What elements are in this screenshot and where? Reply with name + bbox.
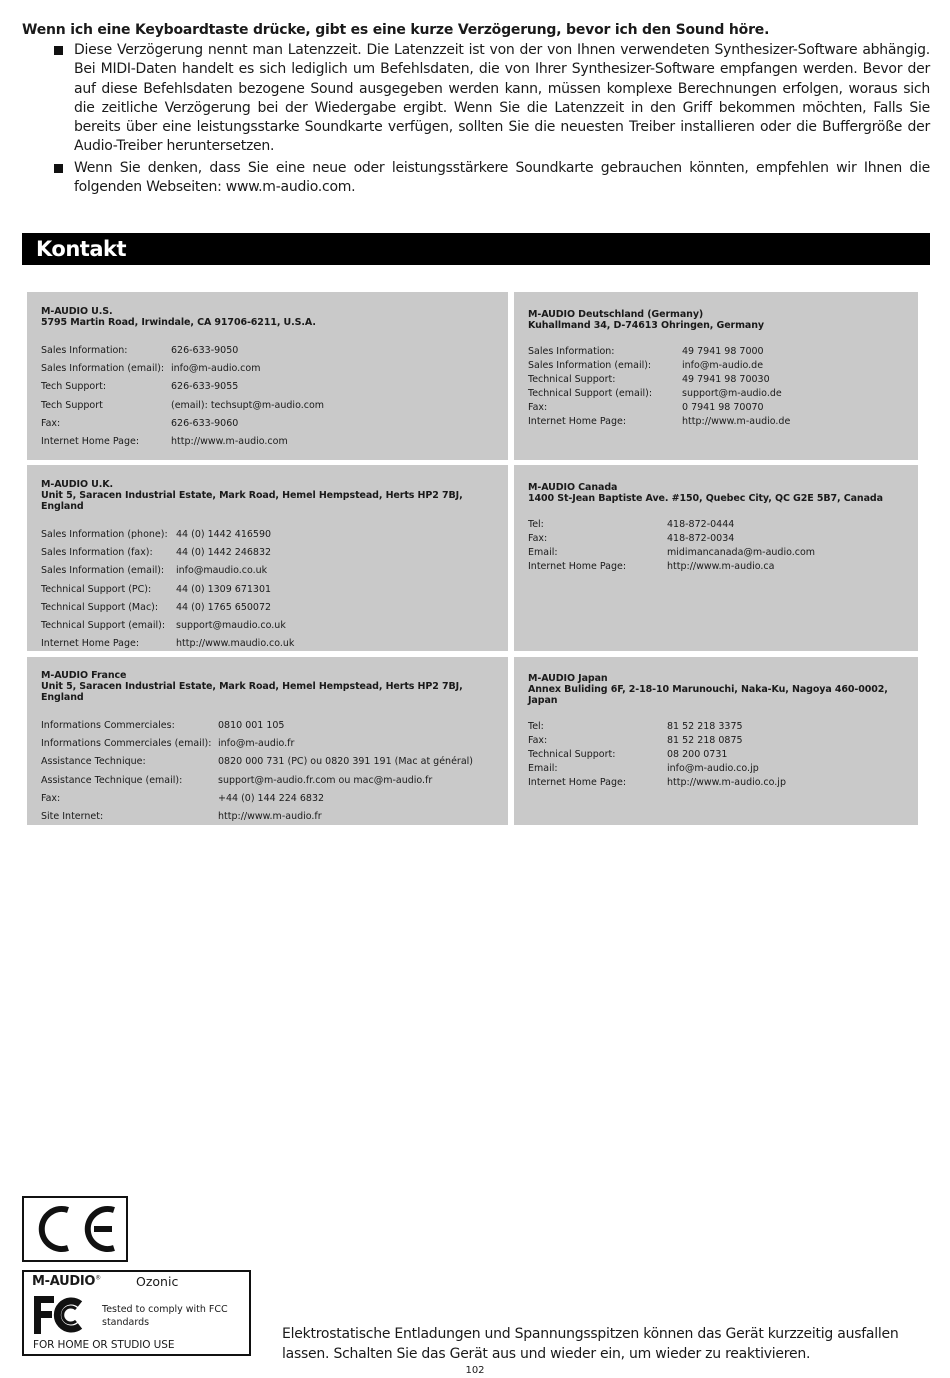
section-title-kontakt: Kontakt [22,233,930,265]
contact-value: 44 (0) 1309 671301 [176,583,272,595]
contact-label: Internet Home Page: [528,416,627,427]
brand-logo [32,1274,101,1289]
contact-address: 5795 Martin Road, Irwindale, CA 91706-6211, U.S.A. [41,317,316,328]
contact-row [528,762,918,776]
contact-value: info@m-audio.de [682,360,764,371]
contact-label: Internet Home Page: [528,561,627,572]
contact-address: 1400 St-Jean Baptiste Ave. #150, Quebec City, QC G2E 5B7, Canada [528,493,883,504]
faq-answer-item [22,159,930,198]
contact-row [528,401,918,415]
contact-row [41,599,508,617]
contact-details [528,720,918,790]
contact-row [528,359,918,373]
contact-value: 49 7941 98 7000 [682,346,764,357]
contact-label: Sales Information (phone): [41,529,168,540]
ce-mark [22,1196,128,1262]
ce-mark-icon [24,1198,126,1260]
contact-address: Unit 5, Saracen Industrial Estate, Mark Road, Hemel Hempstead, Herts HP2 7BJ, England [41,681,463,703]
contact-label: Technical Support (email): [528,388,653,399]
contact-address: Annex Buliding 6F, 2-18-10 Marunouchi, Naka-Ku, Nagoya 460-0002, Japan [528,684,888,706]
contact-row [41,808,508,826]
contact-box-japan [514,657,918,825]
contact-label: Sales Information (email): [41,565,165,577]
contact-value: 08 200 0731 [667,749,728,760]
contact-row [41,378,508,396]
contact-value: 44 (0) 1765 650072 [176,601,272,613]
contact-label: Sales Information: [528,346,615,357]
contact-label: Tel: [528,519,544,530]
contact-row [41,562,508,580]
contact-label: Sales Information: [41,345,128,356]
contact-label: Fax: [41,417,61,429]
model-name: Ozonic [136,1274,179,1289]
contact-row [41,617,508,635]
contact-row [528,387,918,401]
contact-value: 626-633-9055 [171,381,239,393]
contact-row [528,532,918,546]
fcc-tested-text: Tested to comply with FCC standards [102,1304,228,1328]
contact-value: 49 7941 98 70030 [682,374,770,385]
contact-box-canada [514,465,918,651]
contact-row [528,776,918,790]
contact-label: Sales Information (email): [41,363,165,375]
contact-label: Technical Support: [528,374,616,385]
contact-row [41,581,508,599]
home-use-text: FOR HOME OR STUDIO USE [33,1339,175,1351]
contact-value: 0820 000 731 (PC) ou 0820 391 191 (Mac at général) [218,756,473,768]
brand-name: M-AUDIO [32,1274,96,1289]
contact-row [528,546,918,560]
contact-label: Technical Support: [528,749,616,760]
contact-value: 418-872-0444 [667,519,735,530]
contact-row [528,748,918,762]
contact-row [528,518,918,532]
contact-details [41,717,508,826]
contact-label: Informations Commerciales (email): [41,738,212,750]
contact-box-us [27,292,508,460]
contact-value: 81 52 218 3375 [667,721,743,732]
contact-office-name: M-AUDIO Canada [528,482,618,493]
contact-value: info@m-audio.fr [218,738,295,750]
faq-answer-list [22,41,930,199]
contact-value: midimancanada@m-audio.com [667,547,816,558]
contact-label: Internet Home Page: [41,435,140,447]
contact-value: info@m-audio.com [171,363,261,375]
contact-value: http://www.m-audio.fr [218,810,322,822]
contact-row [41,772,508,790]
contact-value: http://www.m-audio.de [682,416,791,427]
contact-value: 0810 001 105 [218,720,285,731]
square-bullet-icon [54,164,63,173]
contact-office-name: M-AUDIO Japan [528,673,608,684]
contact-value: 626-633-9060 [171,417,239,429]
contact-label: Sales Information (email): [528,360,652,371]
contact-office-name: M-AUDIO France [41,670,127,681]
contact-label: Email: [528,763,558,774]
contact-label: Technical Support (email): [41,619,166,631]
contact-office-name: M-AUDIO Deutschland (Germany) [528,309,704,320]
square-bullet-icon [54,46,63,55]
contact-label: Tel: [528,721,544,732]
contact-row [528,734,918,748]
contact-details [41,342,508,451]
fcc-mark-text [92,1294,93,1295]
contact-label: Sales Information (fax): [41,547,153,559]
registered-mark: ® [95,1274,101,1282]
faq-answer-text: Wenn Sie denken, dass Sie eine neue oder leistungsstärkere Soundkarte gebrauchen könnten, empfehlen wir Ihnen die folgenden Webseiten: www.m-audio.com. [74,159,930,196]
contact-row [41,342,508,360]
contact-row [528,560,918,574]
fcc-compliance-box [22,1270,251,1356]
contact-row [528,345,918,359]
contact-row [41,360,508,378]
contact-value: 44 (0) 1442 416590 [176,529,272,540]
contact-row [41,397,508,415]
contact-row [41,635,508,653]
contact-label: Fax: [528,533,548,544]
faq-question: Wenn ich eine Keyboardtaste drücke, gibt es eine kurze Verzögerung, bevor ich den Sound höre. [22,22,770,38]
contact-value: 626-633-9050 [171,345,239,356]
contact-label: Fax: [528,402,548,413]
contact-value: (email): techsupt@m-audio.com [171,399,325,411]
contact-label: Tech Support: [41,381,107,393]
contact-row [41,735,508,753]
contact-value: support@m-audio.de [682,388,782,399]
contact-details [528,518,918,574]
contact-row [41,433,508,451]
contact-label: Assistance Technique (email): [41,774,183,786]
contact-row [41,544,508,562]
contact-value: info@maudio.co.uk [176,565,268,577]
contact-label: Site Internet: [41,810,104,822]
contact-box-germany [514,292,918,460]
contact-value: http://www.m-audio.co.jp [667,777,786,788]
page-number: 102 [465,1365,485,1376]
contact-value: http://www.maudio.co.uk [176,638,295,650]
contact-value: 418-872-0034 [667,533,735,544]
contact-label: Email: [528,547,558,558]
contact-row [528,415,918,429]
contact-label: Technical Support (Mac): [41,601,159,613]
contact-value: http://www.m-audio.ca [667,561,775,572]
faq-answer-text: Diese Verzögerung nennt man Latenzzeit. Die Latenzzeit ist von der von Ihnen verwendeten Synthesizer-Software abhängig. Bei MIDI-Daten handelt es sich lediglich um Befehlsdaten, die von Ihrer Synthesizer-Software empfangen werden. Bevor der auf diese Befehlsdaten bezogene Sound ausgegeben werden kann, müssen komplexe Berechnungen erfolgen, woraus sich die zeitliche Verzögerung bei der Wiedergabe ergibt. Wenn Sie die Latenzzeit in den Griff bekommen möchten, Falls Sie bereits über eine leistungsstarke Soundkarte verfügen, sollten Sie die neuesten Treiber installieren oder die Buffergröße der Audio-Treiber heruntersetzen. [74,42,930,155]
contact-label: Tech Support [41,399,103,411]
contact-box-uk [27,465,508,651]
faq-answer-item [22,41,930,157]
contact-value: +44 (0) 144 224 6832 [218,792,325,804]
contact-row [41,526,508,544]
esd-notice: Elektrostatische Entladungen und Spannungsspitzen können das Gerät kurzzeitig ausfallen lassen. Schalten Sie das Gerät aus und wieder ein, um wieder zu reaktivieren. [282,1326,899,1362]
contact-row [41,415,508,433]
contact-value: 81 52 218 0875 [667,735,743,746]
contact-label: Fax: [528,735,548,746]
contact-row [41,753,508,771]
contact-value: http://www.m-audio.com [171,435,288,447]
contact-office-name: M-AUDIO U.S. [41,306,113,317]
contact-value: 0 7941 98 70070 [682,402,764,413]
ce-mark-text [126,1198,127,1199]
contact-label: Technical Support (PC): [41,583,152,595]
contact-details [528,345,918,429]
contact-label: Assistance Technique: [41,756,146,768]
contact-value: info@m-audio.co.jp [667,763,759,774]
contact-label: Internet Home Page: [41,638,140,650]
contact-value: support@maudio.co.uk [176,619,286,631]
fcc-logo-icon [32,1294,92,1340]
contact-value: support@m-audio.fr.com ou mac@m-audio.fr [218,774,433,786]
contact-label: Informations Commerciales: [41,720,175,731]
contact-box-france [27,657,508,825]
contact-row [41,790,508,808]
contact-row [528,720,918,734]
contact-address: Unit 5, Saracen Industrial Estate, Mark Road, Hemel Hempstead, Herts HP2 7BJ, England [41,490,463,512]
contact-value: 44 (0) 1442 246832 [176,547,272,559]
contact-details [41,526,508,653]
contact-row [528,373,918,387]
contact-address: Kuhallmand 34, D-74613 Ohringen, Germany [528,320,764,331]
contact-label: Internet Home Page: [528,777,627,788]
contact-row [41,717,508,735]
contact-office-name: M-AUDIO U.K. [41,479,114,490]
contact-label: Fax: [41,792,61,804]
